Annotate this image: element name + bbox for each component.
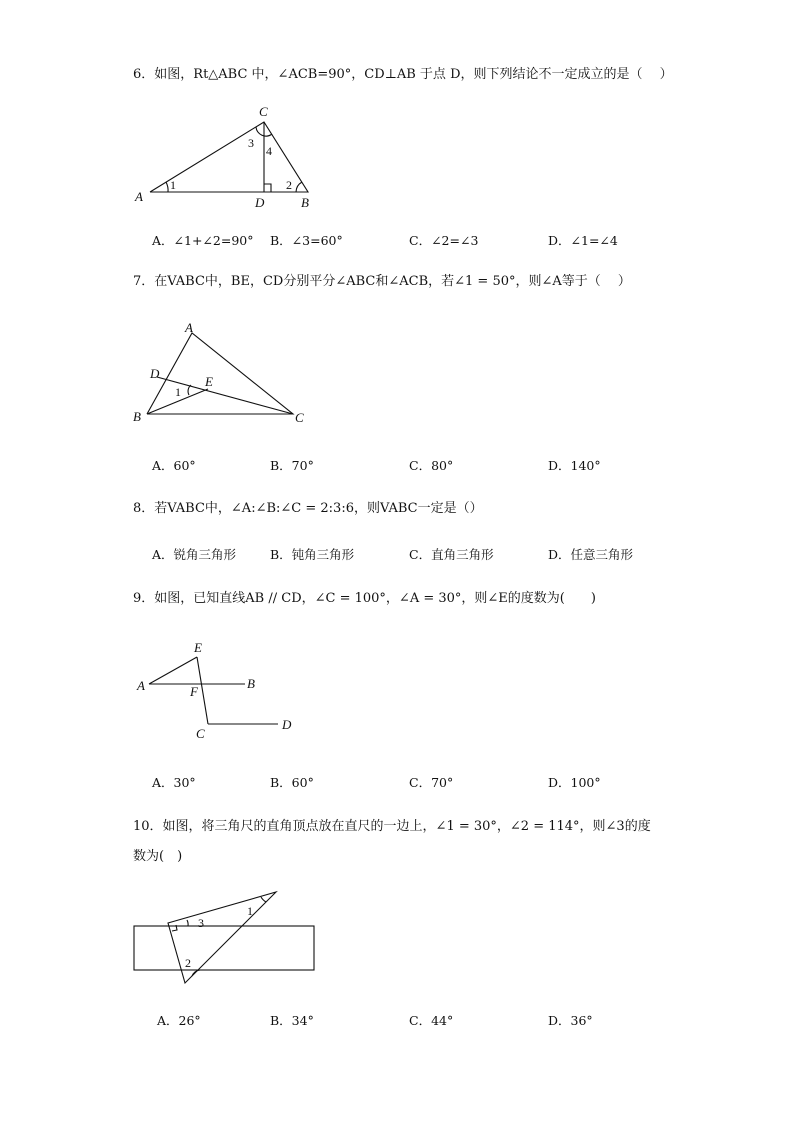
- question-6-stem: ．如图，Rt△ABC 中，∠ACB=90°，CD⊥AB 于点 D，则下列结论不一定成立的是（ ）: [141, 67, 673, 82]
- label-a: A: [185, 320, 193, 335]
- label-c: C: [196, 726, 205, 741]
- figure-q7: [130, 318, 320, 428]
- question-6-text: [133, 66, 673, 84]
- option-10d[interactable]: D．36°: [548, 1013, 593, 1028]
- option-6d[interactable]: D．∠1=∠4: [548, 233, 618, 248]
- option-6c[interactable]: C．∠2=∠3: [409, 233, 479, 248]
- label-d: D: [255, 195, 265, 210]
- angle-label-1: 1: [170, 178, 176, 192]
- angle-label-3: 3: [198, 916, 204, 930]
- label-d: D: [282, 717, 292, 732]
- question-10-text-line2: 数为( ): [133, 849, 183, 864]
- option-8d[interactable]: D．任意三角形: [548, 547, 634, 562]
- angle-mark-1: [261, 897, 266, 902]
- segment-ae: [149, 657, 197, 684]
- option-8c[interactable]: C．直角三角形: [409, 547, 494, 562]
- angle-mark-1: [166, 182, 168, 192]
- question-9-number: 9: [133, 591, 142, 606]
- option-9a[interactable]: A．30°: [152, 775, 196, 790]
- angle-mark-2: [296, 182, 302, 192]
- label-b: B: [301, 195, 309, 210]
- option-7c[interactable]: C．80°: [409, 458, 454, 473]
- option-6b[interactable]: B．∠3=60°: [270, 233, 343, 248]
- question-9-stem: ．如图，已知直线AB // CD，∠C = 100°，∠A = 30°，则∠E的度数为( ): [141, 591, 596, 606]
- option-9d[interactable]: D．100°: [548, 775, 601, 790]
- question-8-stem: ．若VABC中，∠A:∠B:∠C = 2:3:6，则VABC一定是（）: [141, 501, 483, 516]
- angle-label-4: 4: [266, 144, 272, 158]
- angle-label-3: 3: [248, 136, 254, 150]
- label-c: C: [295, 410, 304, 425]
- option-6a[interactable]: A．∠1+∠2=90°: [152, 233, 254, 248]
- question-9-text: [133, 590, 596, 608]
- label-c: C: [259, 104, 268, 119]
- question-8-number: 8: [133, 501, 142, 516]
- option-9b[interactable]: B．60°: [270, 775, 314, 790]
- angle-mark-3: [187, 920, 188, 926]
- option-10a[interactable]: A．26°: [157, 1013, 201, 1028]
- question-7-stem: ．在VABC中，BE，CD分别平分∠ABC和∠ACB，若∠1 = 50°，则∠A等于（ ）: [141, 274, 631, 289]
- right-angle-mark-d: [264, 184, 271, 192]
- figure-q6: [130, 100, 330, 215]
- label-b: B: [133, 409, 141, 424]
- label-e: E: [205, 374, 213, 389]
- option-8a[interactable]: A．锐角三角形: [152, 547, 237, 562]
- option-9c[interactable]: C．70°: [409, 775, 454, 790]
- label-a: A: [137, 678, 145, 693]
- question-10-text: [133, 818, 651, 836]
- option-7a[interactable]: A．60°: [152, 458, 196, 473]
- segment-ec: [197, 657, 208, 724]
- question-6-number: 6: [133, 67, 142, 82]
- angle-label-1: 1: [175, 385, 181, 399]
- figure-q9: [130, 635, 310, 745]
- label-f: F: [190, 684, 198, 699]
- option-7d[interactable]: D．140°: [548, 458, 601, 473]
- label-e: E: [194, 640, 202, 655]
- label-a: A: [135, 189, 143, 204]
- ruler: [134, 926, 314, 970]
- label-d: D: [150, 366, 160, 381]
- angle-label-1: 1: [247, 904, 253, 918]
- question-7-number: 7: [133, 274, 142, 289]
- figure-q10: [130, 885, 320, 985]
- question-10-number: 10: [133, 819, 150, 834]
- option-10c[interactable]: C．44°: [409, 1013, 454, 1028]
- angle-label-2: 2: [185, 956, 191, 970]
- triangle-abc: [147, 333, 293, 414]
- option-8b[interactable]: B．钝角三角形: [270, 547, 355, 562]
- question-7-text: [133, 273, 631, 291]
- option-7b[interactable]: B．70°: [270, 458, 314, 473]
- angle-label-2: 2: [286, 178, 292, 192]
- label-b: B: [247, 676, 255, 691]
- option-10b[interactable]: B．34°: [270, 1013, 314, 1028]
- question-8-text: [133, 500, 483, 518]
- question-10-stem: ．如图，将三角尺的直角顶点放在直尺的一边上，∠1 = 30°，∠2 = 114°，则∠3的度: [149, 819, 651, 834]
